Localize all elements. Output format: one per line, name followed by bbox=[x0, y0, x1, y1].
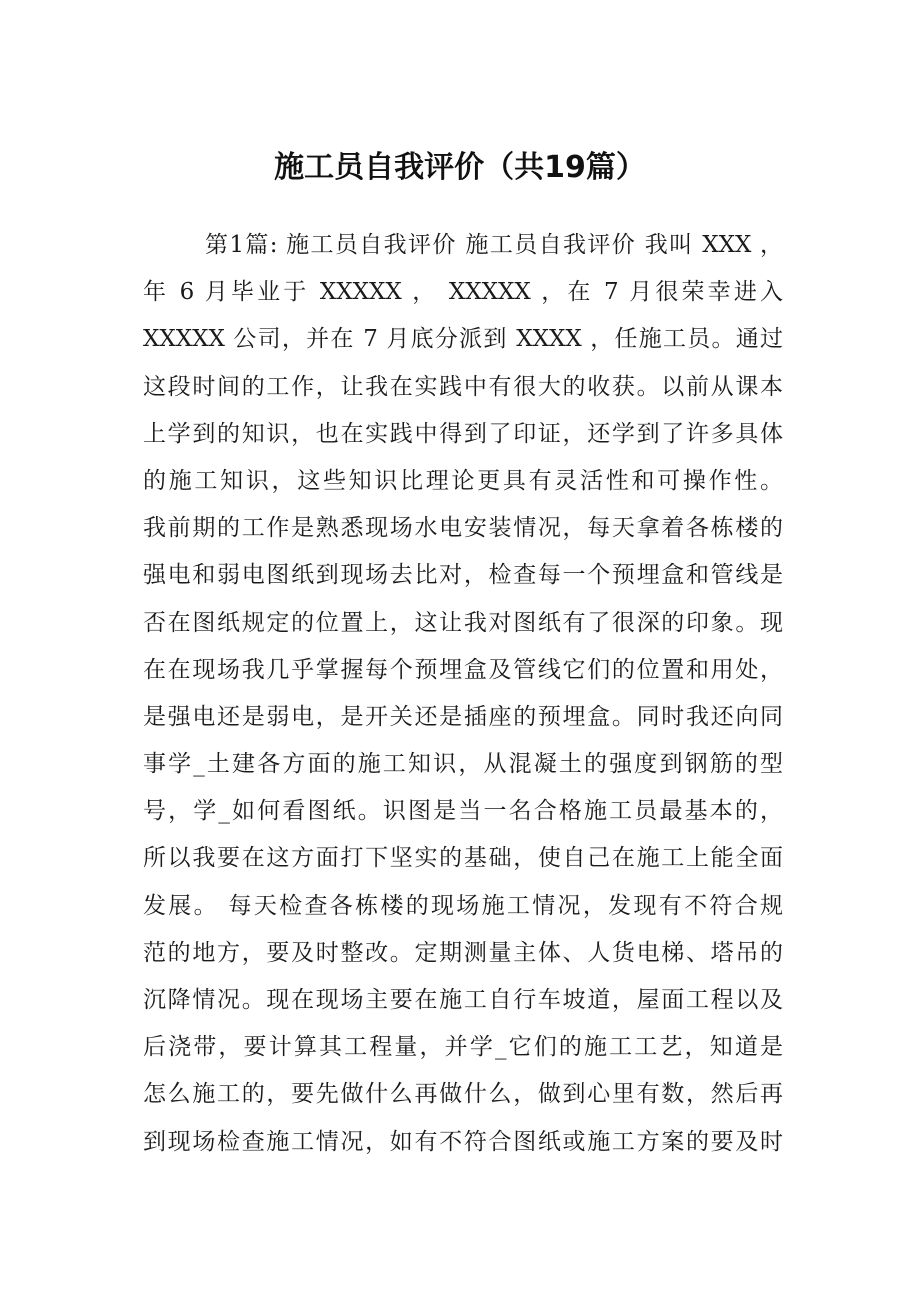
body-line: 怎么施工的，要先做什么再做什么，做到心里有数，然后再 bbox=[143, 1081, 783, 1108]
document-title: 施工员自我评价（共19篇） bbox=[274, 150, 646, 185]
body-line: 否在图纸规定的位置上，这让我对图纸有了很深的印象。现 bbox=[143, 609, 783, 636]
body-line: 所以我要在这方面打下坚实的基础，使自己在施工上能全面 bbox=[143, 845, 783, 872]
body-line: 发展。 每天检查各栋楼的现场施工情况，发现有不符合规 bbox=[143, 892, 783, 919]
body-line: 到现场检查施工情况，如有不符合图纸或施工方案的要及时 bbox=[143, 1128, 783, 1155]
body-line: 第1篇: 施工员自我评价 施工员自我评价 我叫 XXX ， bbox=[205, 232, 783, 258]
body-line: 事学_土建各方面的施工知识，从混凝土的强度到钢筋的型 bbox=[143, 751, 783, 778]
body-line: 后浇带，要计算其工程量，并学_它们的施工工艺，知道是 bbox=[143, 1034, 783, 1061]
body-line: 范的地方，要及时整改。定期测量主体、人货电梯、塔吊的 bbox=[143, 939, 783, 966]
body-line: 的施工知识，这些知识比理论更具有灵活性和可操作性。 bbox=[143, 467, 783, 494]
body-line: 是强电还是弱电，是开关还是插座的预埋盒。同时我还向同 bbox=[143, 703, 783, 730]
body-line: 这段时间的工作，让我在实践中有很大的收获。以前从课本 bbox=[143, 373, 783, 400]
body-line: 在在现场我几乎掌握每个预埋盒及管线它们的位置和用处， bbox=[143, 656, 783, 683]
body-line: 强电和弱电图纸到现场去比对，检查每一个预埋盒和管线是 bbox=[143, 562, 783, 589]
body-line: 我前期的工作是熟悉现场水电安装情况，每天拿着各栋楼的 bbox=[143, 515, 783, 542]
body-line: 号，学_如何看图纸。识图是当一名合格施工员最基本的， bbox=[143, 798, 783, 825]
document-body bbox=[143, 222, 783, 1166]
body-line: 沉降情况。现在现场主要在施工自行车坡道，屋面工程以及 bbox=[143, 987, 783, 1013]
body-line: 年 6 月毕业于 XXXXX ， XXXXX ，在 7 月很荣幸进入 bbox=[143, 279, 783, 306]
body-line: 上学到的知识，也在实践中得到了印证，还学到了许多具体 bbox=[143, 420, 783, 447]
body-line: XXXXX 公司，并在 7 月底分派到 XXXX ，任施工员。通过 bbox=[143, 326, 783, 353]
